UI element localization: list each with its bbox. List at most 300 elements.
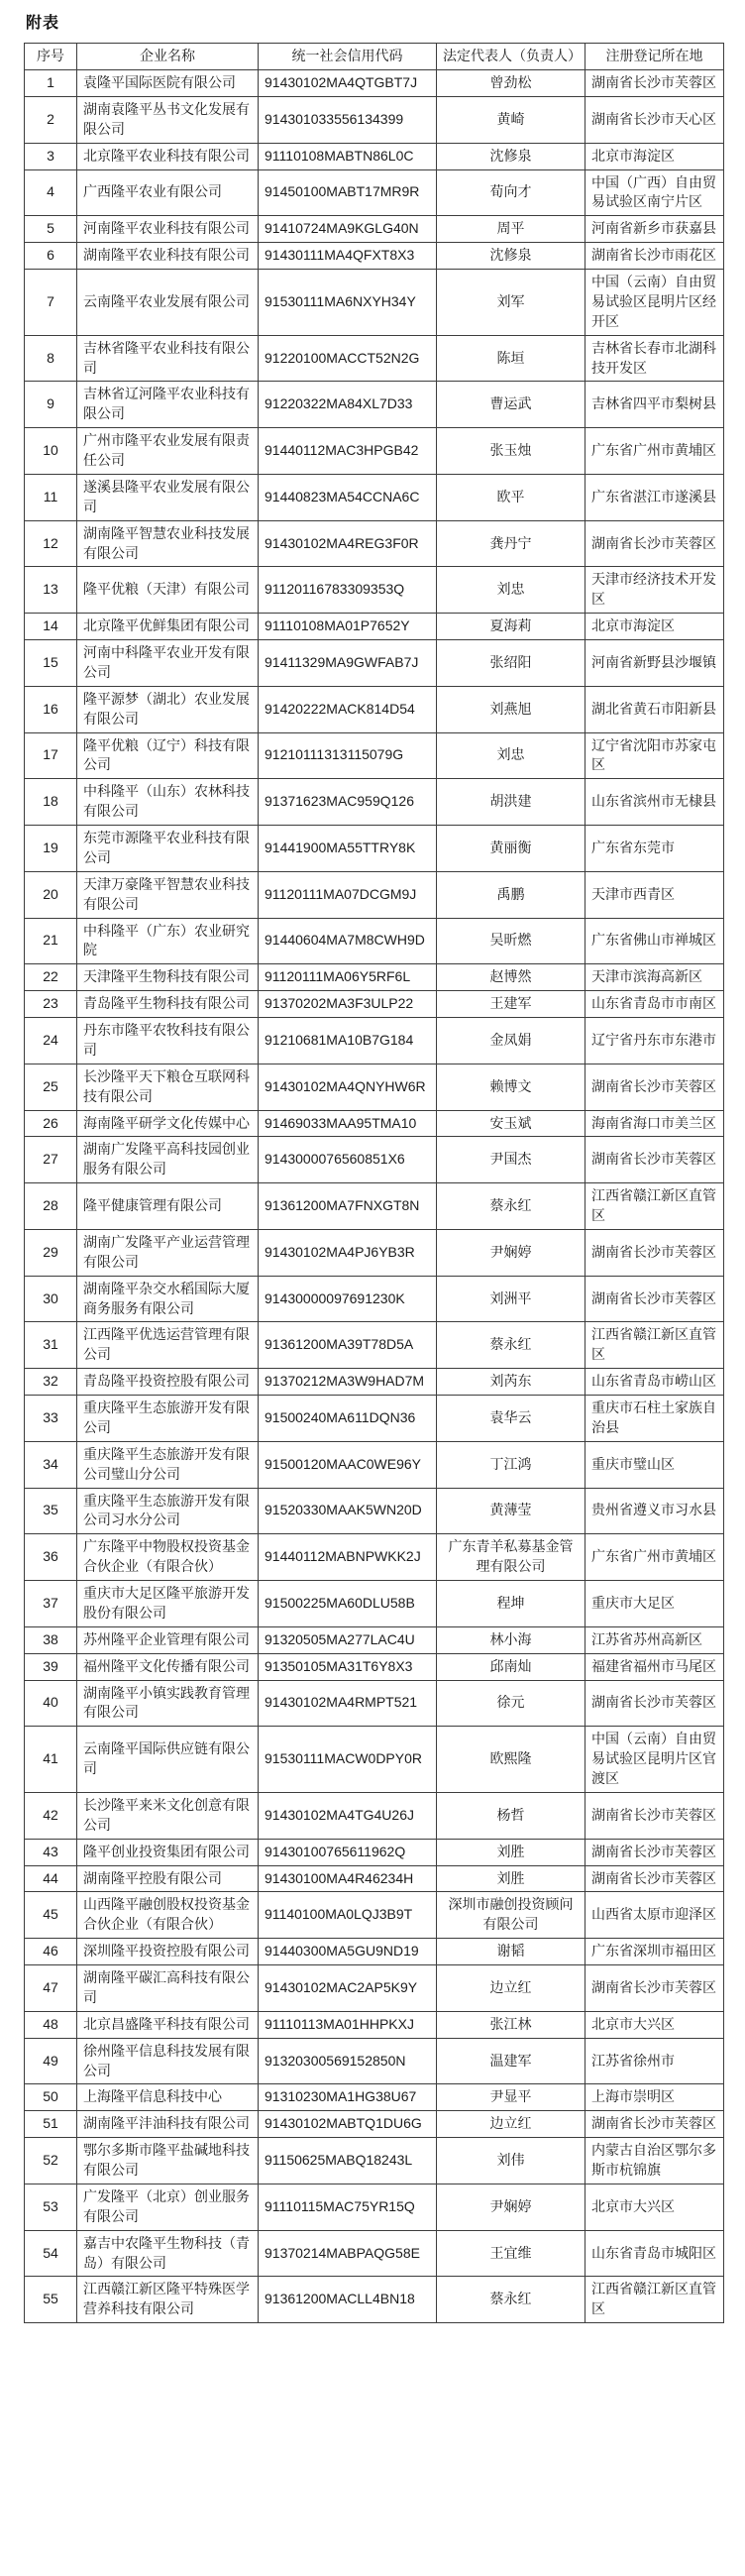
cell-legal-representative: 蔡永红 bbox=[437, 2277, 585, 2323]
cell-serial-number: 22 bbox=[25, 964, 77, 991]
cell-legal-representative: 边立红 bbox=[437, 2111, 585, 2138]
table-row bbox=[25, 640, 724, 687]
table-row bbox=[25, 1322, 724, 1369]
cell-registration-location: 湖北省黄石市阳新县 bbox=[585, 686, 724, 732]
cell-legal-representative: 荀向才 bbox=[437, 169, 585, 216]
cell-registration-location: 中国（云南）自由贸易试验区昆明片区官渡区 bbox=[585, 1727, 724, 1793]
cell-social-credit-code: 9143000076560851X6 bbox=[259, 1137, 437, 1183]
cell-registration-location: 湖南省长沙市芙蓉区 bbox=[585, 1229, 724, 1276]
cell-social-credit-code: 91320300569152850N bbox=[259, 2038, 437, 2084]
cell-social-credit-code: 91370214MABPAQG58E bbox=[259, 2230, 437, 2277]
table-row bbox=[25, 428, 724, 475]
cell-serial-number: 5 bbox=[25, 216, 77, 243]
cell-serial-number: 45 bbox=[25, 1892, 77, 1939]
cell-social-credit-code: 91210111313115079G bbox=[259, 732, 437, 779]
cell-company-name: 鄂尔多斯市隆平盐碱地科技有限公司 bbox=[77, 2138, 259, 2184]
cell-company-name: 长沙隆平来米文化创意有限公司 bbox=[77, 1792, 259, 1839]
cell-registration-location: 吉林省四平市梨树县 bbox=[585, 382, 724, 428]
cell-registration-location: 辽宁省丹东市东港市 bbox=[585, 1018, 724, 1064]
cell-serial-number: 8 bbox=[25, 335, 77, 382]
cell-serial-number: 43 bbox=[25, 1839, 77, 1865]
cell-social-credit-code: 91469033MAA95TMA10 bbox=[259, 1110, 437, 1137]
header-cell-location: 注册登记所在地 bbox=[585, 44, 724, 70]
cell-registration-location: 天津市西青区 bbox=[585, 871, 724, 918]
cell-social-credit-code: 91120111MA06Y5RF6L bbox=[259, 964, 437, 991]
table-row bbox=[25, 1626, 724, 1653]
cell-social-credit-code: 91370202MA3F3ULP22 bbox=[259, 991, 437, 1018]
cell-registration-location: 北京市海淀区 bbox=[585, 614, 724, 640]
cell-serial-number: 48 bbox=[25, 2011, 77, 2038]
table-row bbox=[25, 1892, 724, 1939]
table-row bbox=[25, 1276, 724, 1322]
cell-company-name: 北京隆平农业科技有限公司 bbox=[77, 143, 259, 169]
cell-serial-number: 14 bbox=[25, 614, 77, 640]
cell-legal-representative: 广东青羊私募基金管理有限公司 bbox=[437, 1534, 585, 1581]
cell-serial-number: 16 bbox=[25, 686, 77, 732]
cell-legal-representative: 刘胜 bbox=[437, 1839, 585, 1865]
cell-registration-location: 湖南省长沙市芙蓉区 bbox=[585, 1276, 724, 1322]
cell-social-credit-code: 91440300MA5GU9ND19 bbox=[259, 1939, 437, 1965]
table-row bbox=[25, 70, 724, 97]
table-row bbox=[25, 2184, 724, 2230]
cell-serial-number: 18 bbox=[25, 779, 77, 826]
cell-company-name: 重庆隆平生态旅游开发有限公司习水分公司 bbox=[77, 1488, 259, 1534]
cell-serial-number: 25 bbox=[25, 1064, 77, 1110]
cell-serial-number: 19 bbox=[25, 826, 77, 872]
table-row bbox=[25, 1229, 724, 1276]
cell-social-credit-code: 91430102MA4QNYHW6R bbox=[259, 1064, 437, 1110]
cell-company-name: 上海隆平信息科技中心 bbox=[77, 2084, 259, 2111]
cell-registration-location: 湖南省长沙市芙蓉区 bbox=[585, 1792, 724, 1839]
cell-registration-location: 北京市大兴区 bbox=[585, 2184, 724, 2230]
cell-social-credit-code: 91430102MA4PJ6YB3R bbox=[259, 1229, 437, 1276]
cell-social-credit-code: 91441900MA55TTRY8K bbox=[259, 826, 437, 872]
cell-registration-location: 江苏省苏州高新区 bbox=[585, 1626, 724, 1653]
table-row bbox=[25, 732, 724, 779]
cell-social-credit-code: 91110115MAC75YR15Q bbox=[259, 2184, 437, 2230]
table-row bbox=[25, 964, 724, 991]
cell-registration-location: 湖南省长沙市芙蓉区 bbox=[585, 1680, 724, 1727]
cell-social-credit-code: 91220100MACCT52N2G bbox=[259, 335, 437, 382]
cell-company-name: 河南中科隆平农业开发有限公司 bbox=[77, 640, 259, 687]
cell-serial-number: 41 bbox=[25, 1727, 77, 1793]
cell-legal-representative: 曾劲松 bbox=[437, 70, 585, 97]
cell-social-credit-code: 91110113MA01HHPKXJ bbox=[259, 2011, 437, 2038]
header-cell-no: 序号 bbox=[25, 44, 77, 70]
cell-social-credit-code: 91120111MA07DCGM9J bbox=[259, 871, 437, 918]
cell-company-name: 云南隆平国际供应链有限公司 bbox=[77, 1727, 259, 1793]
table-row bbox=[25, 1839, 724, 1865]
cell-legal-representative: 王宜维 bbox=[437, 2230, 585, 2277]
table-row bbox=[25, 2277, 724, 2323]
table-row bbox=[25, 779, 724, 826]
cell-registration-location: 江西省赣江新区直管区 bbox=[585, 2277, 724, 2323]
cell-registration-location: 吉林省长春市北湖科技开发区 bbox=[585, 335, 724, 382]
cell-social-credit-code: 91500225MA60DLU58B bbox=[259, 1581, 437, 1627]
cell-social-credit-code: 91430102MA4TG4U26J bbox=[259, 1792, 437, 1839]
cell-social-credit-code: 91150625MABQ18243L bbox=[259, 2138, 437, 2184]
table-row bbox=[25, 871, 724, 918]
cell-serial-number: 6 bbox=[25, 243, 77, 270]
cell-serial-number: 44 bbox=[25, 1865, 77, 1892]
cell-serial-number: 35 bbox=[25, 1488, 77, 1534]
table-row bbox=[25, 270, 724, 336]
cell-legal-representative: 袁华云 bbox=[437, 1396, 585, 1442]
cell-social-credit-code: 91120116783309353Q bbox=[259, 567, 437, 614]
cell-legal-representative: 张玉烛 bbox=[437, 428, 585, 475]
cell-serial-number: 46 bbox=[25, 1939, 77, 1965]
cell-social-credit-code: 91440112MAC3HPGB42 bbox=[259, 428, 437, 475]
cell-legal-representative: 黄丽衡 bbox=[437, 826, 585, 872]
cell-social-credit-code: 91350105MA31T6Y8X3 bbox=[259, 1653, 437, 1680]
cell-legal-representative: 蔡永红 bbox=[437, 1322, 585, 1369]
cell-company-name: 嘉吉中农隆平生物科技（青岛）有限公司 bbox=[77, 2230, 259, 2277]
cell-serial-number: 38 bbox=[25, 1626, 77, 1653]
cell-registration-location: 湖南省长沙市芙蓉区 bbox=[585, 520, 724, 567]
cell-company-name: 湖南隆平智慧农业科技发展有限公司 bbox=[77, 520, 259, 567]
cell-serial-number: 53 bbox=[25, 2184, 77, 2230]
cell-company-name: 福州隆平文化传播有限公司 bbox=[77, 1653, 259, 1680]
cell-serial-number: 42 bbox=[25, 1792, 77, 1839]
cell-legal-representative: 欧平 bbox=[437, 474, 585, 520]
table-row bbox=[25, 1727, 724, 1793]
cell-registration-location: 湖南省长沙市天心区 bbox=[585, 96, 724, 143]
cell-company-name: 遂溪县隆平农业发展有限公司 bbox=[77, 474, 259, 520]
header-cell-rep: 法定代表人（负责人） bbox=[437, 44, 585, 70]
table-row bbox=[25, 567, 724, 614]
cell-company-name: 重庆市大足区隆平旅游开发股份有限公司 bbox=[77, 1581, 259, 1627]
cell-company-name: 广东隆平中物股权投资基金合伙企业（有限合伙） bbox=[77, 1534, 259, 1581]
cell-company-name: 苏州隆平企业管理有限公司 bbox=[77, 1626, 259, 1653]
cell-registration-location: 天津市滨海高新区 bbox=[585, 964, 724, 991]
cell-social-credit-code: 91370212MA3W9HAD7M bbox=[259, 1369, 437, 1396]
table-row bbox=[25, 2038, 724, 2084]
cell-social-credit-code: 91430100765611962Q bbox=[259, 1839, 437, 1865]
cell-legal-representative: 禹鹏 bbox=[437, 871, 585, 918]
cell-serial-number: 23 bbox=[25, 991, 77, 1018]
cell-social-credit-code: 91411329MA9GWFAB7J bbox=[259, 640, 437, 687]
table-row bbox=[25, 96, 724, 143]
table-row bbox=[25, 1534, 724, 1581]
cell-social-credit-code: 91110108MA01P7652Y bbox=[259, 614, 437, 640]
table-row bbox=[25, 1965, 724, 2012]
cell-serial-number: 36 bbox=[25, 1534, 77, 1581]
cell-legal-representative: 杨哲 bbox=[437, 1792, 585, 1839]
cell-legal-representative: 程坤 bbox=[437, 1581, 585, 1627]
cell-company-name: 重庆隆平生态旅游开发有限公司 bbox=[77, 1396, 259, 1442]
cell-registration-location: 广东省广州市黄埔区 bbox=[585, 1534, 724, 1581]
cell-company-name: 湖南隆平碳汇高科技有限公司 bbox=[77, 1965, 259, 2012]
cell-legal-representative: 刘伟 bbox=[437, 2138, 585, 2184]
cell-serial-number: 15 bbox=[25, 640, 77, 687]
cell-legal-representative: 丁江鸿 bbox=[437, 1441, 585, 1488]
cell-company-name: 丹东市隆平农牧科技有限公司 bbox=[77, 1018, 259, 1064]
cell-social-credit-code: 91361200MA7FNXGT8N bbox=[259, 1183, 437, 1230]
cell-legal-representative: 尹娴婷 bbox=[437, 1229, 585, 1276]
cell-company-name: 青岛隆平生物科技有限公司 bbox=[77, 991, 259, 1018]
table-row bbox=[25, 614, 724, 640]
table-row bbox=[25, 1137, 724, 1183]
cell-company-name: 北京隆平优鲜集团有限公司 bbox=[77, 614, 259, 640]
cell-company-name: 湖南隆平沣油科技有限公司 bbox=[77, 2111, 259, 2138]
cell-company-name: 湖南广发隆平产业运营管理有限公司 bbox=[77, 1229, 259, 1276]
cell-registration-location: 湖南省长沙市芙蓉区 bbox=[585, 1839, 724, 1865]
table-row bbox=[25, 2084, 724, 2111]
table-row bbox=[25, 1396, 724, 1442]
cell-serial-number: 17 bbox=[25, 732, 77, 779]
cell-social-credit-code: 91420222MACK814D54 bbox=[259, 686, 437, 732]
cell-company-name: 湖南隆平控股有限公司 bbox=[77, 1865, 259, 1892]
cell-registration-location: 湖南省长沙市芙蓉区 bbox=[585, 1865, 724, 1892]
table-row bbox=[25, 2011, 724, 2038]
cell-serial-number: 33 bbox=[25, 1396, 77, 1442]
cell-registration-location: 福建省福州市马尾区 bbox=[585, 1653, 724, 1680]
table-row bbox=[25, 1581, 724, 1627]
cell-registration-location: 河南省新乡市获嘉县 bbox=[585, 216, 724, 243]
cell-company-name: 隆平源梦（湖北）农业发展有限公司 bbox=[77, 686, 259, 732]
cell-legal-representative: 赖博文 bbox=[437, 1064, 585, 1110]
cell-company-name: 湖南隆平小镇实践教育管理有限公司 bbox=[77, 1680, 259, 1727]
table-row bbox=[25, 1018, 724, 1064]
cell-registration-location: 江西省赣江新区直管区 bbox=[585, 1322, 724, 1369]
cell-company-name: 青岛隆平投资控股有限公司 bbox=[77, 1369, 259, 1396]
cell-registration-location: 重庆市璧山区 bbox=[585, 1441, 724, 1488]
cell-serial-number: 34 bbox=[25, 1441, 77, 1488]
cell-legal-representative: 沈修泉 bbox=[437, 243, 585, 270]
cell-serial-number: 29 bbox=[25, 1229, 77, 1276]
cell-legal-representative: 尹国杰 bbox=[437, 1137, 585, 1183]
cell-social-credit-code: 91110108MABTN86L0C bbox=[259, 143, 437, 169]
cell-serial-number: 11 bbox=[25, 474, 77, 520]
cell-legal-representative: 黄崎 bbox=[437, 96, 585, 143]
cell-registration-location: 江苏省徐州市 bbox=[585, 2038, 724, 2084]
cell-registration-location: 北京市大兴区 bbox=[585, 2011, 724, 2038]
cell-social-credit-code: 91220322MA84XL7D33 bbox=[259, 382, 437, 428]
table-row bbox=[25, 2230, 724, 2277]
cell-company-name: 广州市隆平农业发展有限责任公司 bbox=[77, 428, 259, 475]
cell-serial-number: 7 bbox=[25, 270, 77, 336]
cell-legal-representative: 谢韬 bbox=[437, 1939, 585, 1965]
cell-company-name: 广发隆平（北京）创业服务有限公司 bbox=[77, 2184, 259, 2230]
table-row bbox=[25, 1110, 724, 1137]
cell-registration-location: 广东省广州市黄埔区 bbox=[585, 428, 724, 475]
cell-company-name: 北京昌盛隆平科技有限公司 bbox=[77, 2011, 259, 2038]
table-row bbox=[25, 216, 724, 243]
cell-legal-representative: 陈垣 bbox=[437, 335, 585, 382]
cell-company-name: 袁隆平国际医院有限公司 bbox=[77, 70, 259, 97]
cell-legal-representative: 曹运武 bbox=[437, 382, 585, 428]
cell-registration-location: 中国（云南）自由贸易试验区昆明片区经开区 bbox=[585, 270, 724, 336]
cell-serial-number: 12 bbox=[25, 520, 77, 567]
cell-social-credit-code: 91500120MAAC0WE96Y bbox=[259, 1441, 437, 1488]
cell-social-credit-code: 91430102MA4RMPT521 bbox=[259, 1680, 437, 1727]
cell-legal-representative: 安玉斌 bbox=[437, 1110, 585, 1137]
cell-serial-number: 26 bbox=[25, 1110, 77, 1137]
cell-registration-location: 湖南省长沙市芙蓉区 bbox=[585, 2111, 724, 2138]
table-row bbox=[25, 991, 724, 1018]
cell-social-credit-code: 91430102MA4QTGBT7J bbox=[259, 70, 437, 97]
cell-social-credit-code: 91530111MACW0DPY0R bbox=[259, 1727, 437, 1793]
table-row bbox=[25, 474, 724, 520]
cell-legal-representative: 邱南灿 bbox=[437, 1653, 585, 1680]
cell-registration-location: 江西省赣江新区直管区 bbox=[585, 1183, 724, 1230]
cell-social-credit-code: 91210681MA10B7G184 bbox=[259, 1018, 437, 1064]
cell-social-credit-code: 91430100MA4R46234H bbox=[259, 1865, 437, 1892]
cell-serial-number: 24 bbox=[25, 1018, 77, 1064]
cell-legal-representative: 龚丹宁 bbox=[437, 520, 585, 567]
cell-registration-location: 湖南省长沙市芙蓉区 bbox=[585, 70, 724, 97]
cell-serial-number: 37 bbox=[25, 1581, 77, 1627]
table-row bbox=[25, 382, 724, 428]
table-row bbox=[25, 1488, 724, 1534]
cell-registration-location: 内蒙古自治区鄂尔多斯市杭锦旗 bbox=[585, 2138, 724, 2184]
cell-social-credit-code: 91371623MAC959Q126 bbox=[259, 779, 437, 826]
cell-legal-representative: 刘洲平 bbox=[437, 1276, 585, 1322]
cell-serial-number: 9 bbox=[25, 382, 77, 428]
header-cell-name: 企业名称 bbox=[77, 44, 259, 70]
table-row bbox=[25, 143, 724, 169]
cell-serial-number: 40 bbox=[25, 1680, 77, 1727]
table-row bbox=[25, 243, 724, 270]
table-row bbox=[25, 1939, 724, 1965]
cell-registration-location: 广东省东莞市 bbox=[585, 826, 724, 872]
cell-registration-location: 辽宁省沈阳市苏家屯区 bbox=[585, 732, 724, 779]
cell-legal-representative: 温建军 bbox=[437, 2038, 585, 2084]
table-row bbox=[25, 826, 724, 872]
cell-company-name: 天津隆平生物科技有限公司 bbox=[77, 964, 259, 991]
cell-registration-location: 湖南省长沙市芙蓉区 bbox=[585, 1064, 724, 1110]
cell-legal-representative: 刘芮东 bbox=[437, 1369, 585, 1396]
cell-social-credit-code: 91430111MA4QFXT8X3 bbox=[259, 243, 437, 270]
cell-company-name: 天津万豪隆平智慧农业科技有限公司 bbox=[77, 871, 259, 918]
cell-registration-location: 山西省太原市迎泽区 bbox=[585, 1892, 724, 1939]
cell-legal-representative: 林小海 bbox=[437, 1626, 585, 1653]
cell-registration-location: 山东省滨州市无棣县 bbox=[585, 779, 724, 826]
cell-legal-representative: 胡洪建 bbox=[437, 779, 585, 826]
cell-serial-number: 32 bbox=[25, 1369, 77, 1396]
cell-registration-location: 北京市海淀区 bbox=[585, 143, 724, 169]
cell-serial-number: 47 bbox=[25, 1965, 77, 2012]
cell-legal-representative: 深圳市融创投资顾问有限公司 bbox=[437, 1892, 585, 1939]
cell-legal-representative: 夏海莉 bbox=[437, 614, 585, 640]
table-row bbox=[25, 2138, 724, 2184]
table-row bbox=[25, 1680, 724, 1727]
cell-registration-location: 广东省深圳市福田区 bbox=[585, 1939, 724, 1965]
cell-social-credit-code: 91430102MAC2AP5K9Y bbox=[259, 1965, 437, 2012]
cell-company-name: 湖南隆平农业科技有限公司 bbox=[77, 243, 259, 270]
cell-legal-representative: 张绍阳 bbox=[437, 640, 585, 687]
table-row bbox=[25, 1653, 724, 1680]
table-row bbox=[25, 1441, 724, 1488]
cell-serial-number: 50 bbox=[25, 2084, 77, 2111]
cell-serial-number: 20 bbox=[25, 871, 77, 918]
cell-social-credit-code: 91530111MA6NXYH34Y bbox=[259, 270, 437, 336]
cell-company-name: 隆平优粮（辽宁）科技有限公司 bbox=[77, 732, 259, 779]
cell-social-credit-code: 91140100MA0LQJ3B9T bbox=[259, 1892, 437, 1939]
cell-social-credit-code: 91361200MA39T78D5A bbox=[259, 1322, 437, 1369]
cell-social-credit-code: 91361200MACLL4BN18 bbox=[259, 2277, 437, 2323]
cell-serial-number: 27 bbox=[25, 1137, 77, 1183]
cell-social-credit-code: 91430102MABTQ1DU6G bbox=[259, 2111, 437, 2138]
cell-social-credit-code: 91440604MA7M8CWH9D bbox=[259, 918, 437, 964]
cell-social-credit-code: 91520330MAAK5WN20D bbox=[259, 1488, 437, 1534]
cell-social-credit-code: 91310230MA1HG38U67 bbox=[259, 2084, 437, 2111]
cell-legal-representative: 边立红 bbox=[437, 1965, 585, 2012]
cell-company-name: 湖南广发隆平高科技园创业服务有限公司 bbox=[77, 1137, 259, 1183]
cell-serial-number: 30 bbox=[25, 1276, 77, 1322]
cell-company-name: 江西隆平优选运营管理有限公司 bbox=[77, 1322, 259, 1369]
cell-company-name: 湖南隆平杂交水稻国际大厦商务服务有限公司 bbox=[77, 1276, 259, 1322]
cell-serial-number: 3 bbox=[25, 143, 77, 169]
cell-registration-location: 天津市经济技术开发区 bbox=[585, 567, 724, 614]
cell-legal-representative: 张江林 bbox=[437, 2011, 585, 2038]
cell-legal-representative: 徐元 bbox=[437, 1680, 585, 1727]
table-row bbox=[25, 1792, 724, 1839]
cell-legal-representative: 黄薄莹 bbox=[437, 1488, 585, 1534]
cell-registration-location: 湖南省长沙市芙蓉区 bbox=[585, 1965, 724, 2012]
table-row bbox=[25, 918, 724, 964]
page-title: 附表 bbox=[26, 15, 60, 32]
header-cell-code: 统一社会信用代码 bbox=[259, 44, 437, 70]
cell-company-name: 吉林省隆平农业科技有限公司 bbox=[77, 335, 259, 382]
cell-social-credit-code: 91450100MABT17MR9R bbox=[259, 169, 437, 216]
table-row bbox=[25, 1183, 724, 1230]
table-row bbox=[25, 2111, 724, 2138]
cell-company-name: 广西隆平农业有限公司 bbox=[77, 169, 259, 216]
cell-social-credit-code: 91440112MABNPWKK2J bbox=[259, 1534, 437, 1581]
cell-registration-location: 湖南省长沙市芙蓉区 bbox=[585, 1137, 724, 1183]
cell-serial-number: 55 bbox=[25, 2277, 77, 2323]
cell-company-name: 隆平创业投资集团有限公司 bbox=[77, 1839, 259, 1865]
table-row bbox=[25, 520, 724, 567]
cell-serial-number: 4 bbox=[25, 169, 77, 216]
cell-legal-representative: 刘军 bbox=[437, 270, 585, 336]
cell-social-credit-code: 91440823MA54CCNA6C bbox=[259, 474, 437, 520]
cell-registration-location: 山东省青岛市城阳区 bbox=[585, 2230, 724, 2277]
cell-company-name: 吉林省辽河隆平农业科技有限公司 bbox=[77, 382, 259, 428]
cell-serial-number: 10 bbox=[25, 428, 77, 475]
cell-company-name: 中科隆平（山东）农林科技有限公司 bbox=[77, 779, 259, 826]
table-body bbox=[25, 70, 724, 2323]
cell-serial-number: 2 bbox=[25, 96, 77, 143]
cell-legal-representative: 刘胜 bbox=[437, 1865, 585, 1892]
cell-serial-number: 21 bbox=[25, 918, 77, 964]
cell-company-name: 湖南袁隆平丛书文化发展有限公司 bbox=[77, 96, 259, 143]
cell-serial-number: 51 bbox=[25, 2111, 77, 2138]
cell-company-name: 深圳隆平投资控股有限公司 bbox=[77, 1939, 259, 1965]
cell-registration-location: 湖南省长沙市雨花区 bbox=[585, 243, 724, 270]
cell-registration-location: 山东省青岛市市南区 bbox=[585, 991, 724, 1018]
cell-registration-location: 重庆市大足区 bbox=[585, 1581, 724, 1627]
table-row bbox=[25, 1369, 724, 1396]
table-row bbox=[25, 1865, 724, 1892]
cell-social-credit-code: 91500240MA611DQN36 bbox=[259, 1396, 437, 1442]
cell-company-name: 云南隆平农业发展有限公司 bbox=[77, 270, 259, 336]
cell-serial-number: 31 bbox=[25, 1322, 77, 1369]
cell-serial-number: 13 bbox=[25, 567, 77, 614]
cell-legal-representative: 尹显平 bbox=[437, 2084, 585, 2111]
cell-legal-representative: 金凤娟 bbox=[437, 1018, 585, 1064]
cell-serial-number: 28 bbox=[25, 1183, 77, 1230]
cell-serial-number: 49 bbox=[25, 2038, 77, 2084]
cell-legal-representative: 沈修泉 bbox=[437, 143, 585, 169]
cell-social-credit-code: 914301033556134399 bbox=[259, 96, 437, 143]
cell-serial-number: 52 bbox=[25, 2138, 77, 2184]
cell-company-name: 东莞市源隆平农业科技有限公司 bbox=[77, 826, 259, 872]
table-header bbox=[25, 44, 724, 70]
cell-company-name: 海南隆平研学文化传媒中心 bbox=[77, 1110, 259, 1137]
cell-registration-location: 广东省佛山市禅城区 bbox=[585, 918, 724, 964]
